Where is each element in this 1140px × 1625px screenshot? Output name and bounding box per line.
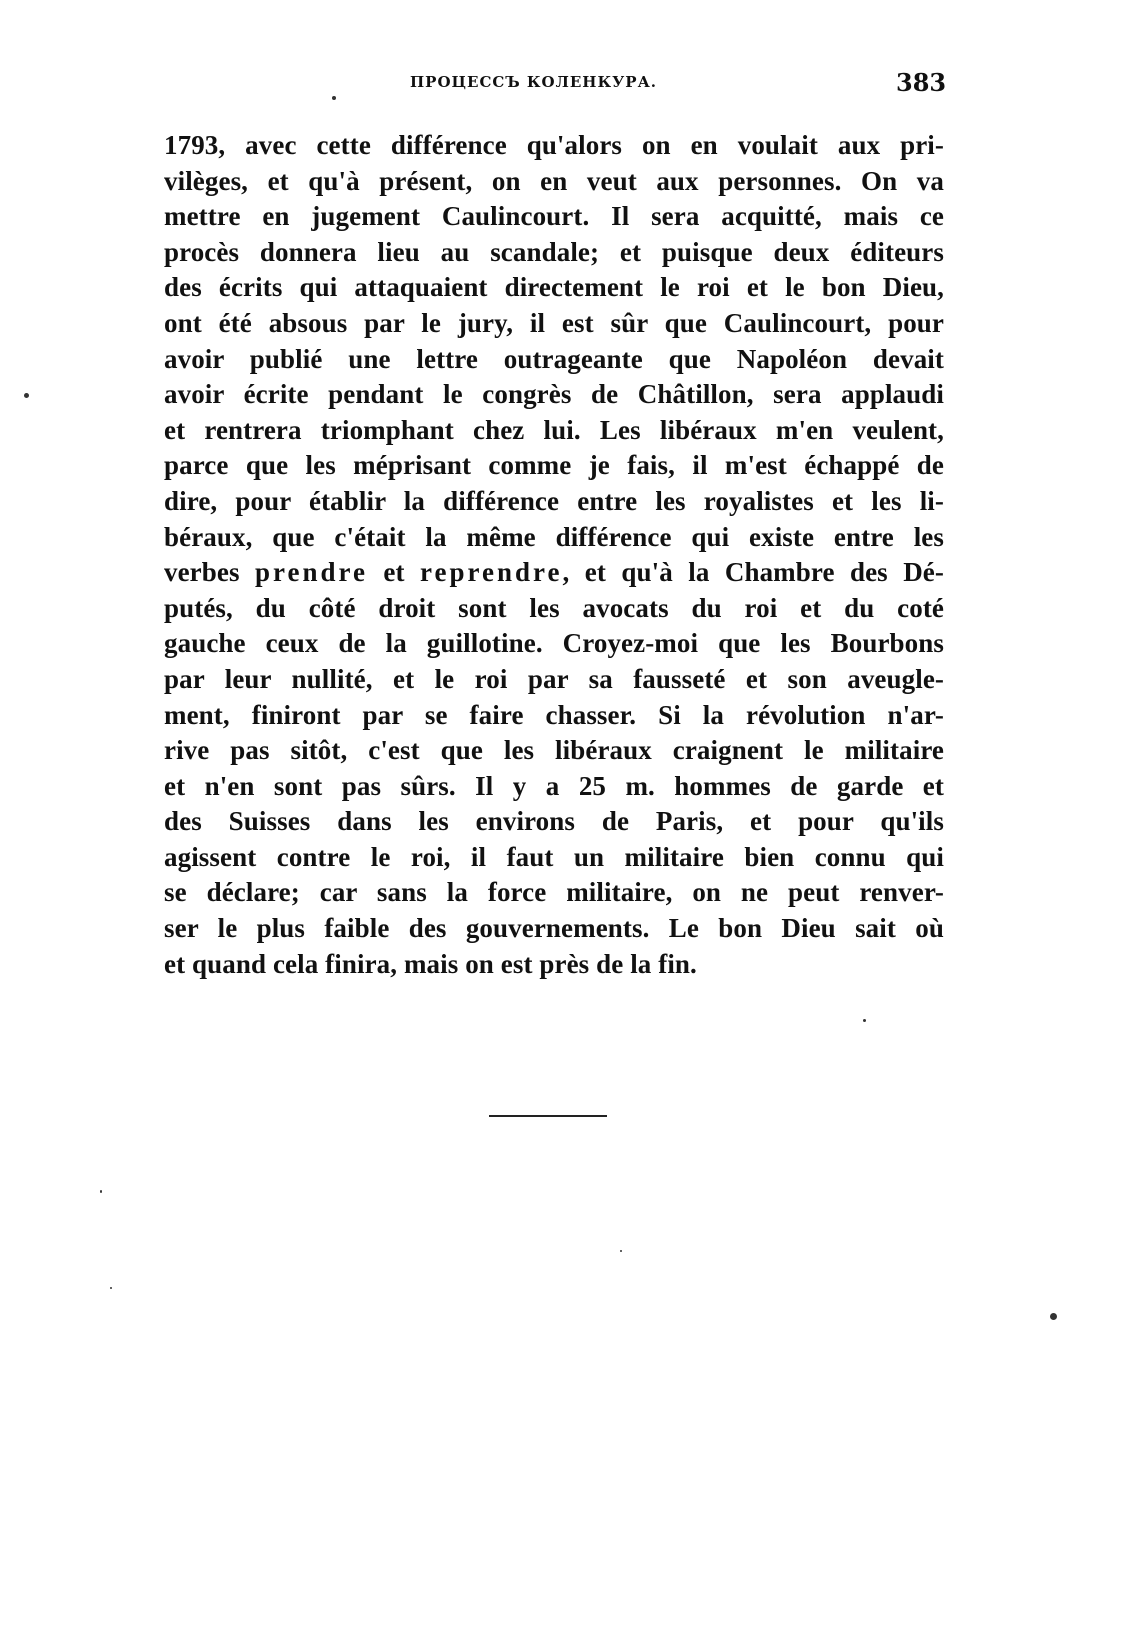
text-line: ont été absous par le jury, il est sûr que Caulincourt, pour (164, 307, 944, 338)
text-line: procès donnera lieu au scandale; et puisque deux éditeurs (164, 236, 944, 267)
text-line: béraux, que c'était la même différence qui existe entre les (164, 521, 944, 552)
scan-speck (863, 1019, 866, 1022)
text-fragment: et (368, 557, 421, 588)
text-line: 1793, avec cette différence qu'alors on en voulait aux pri- (164, 130, 944, 160)
page-number: 383 (896, 68, 947, 97)
text-line: et n'en sont pas sûrs. Il y a 25 m. hommes de garde et (164, 770, 944, 801)
running-head: ПРОЦЕССЪ КОЛЕНКУРА. (410, 73, 658, 91)
scan-speck (1050, 1313, 1057, 1320)
text-line-spaced (164, 555, 944, 591)
separator-rule (489, 1115, 607, 1117)
text-line: avoir publié une lettre outrageante que Napoléon devait (164, 343, 944, 374)
scan-speck (620, 1250, 622, 1252)
body-text (164, 128, 944, 982)
text-line: vilèges, et qu'à présent, on en veut aux personnes. On va (164, 165, 944, 196)
text-line: se déclare; car sans la force militaire, on ne peut renver- (164, 877, 944, 908)
text-line: avoir écrite pendant le congrès de Châtillon, sera applaudi (164, 379, 944, 410)
text-line: putés, du côté droit sont les avocats du roi et du coté (164, 592, 944, 623)
scan-speck (110, 1287, 112, 1289)
text-line: dire, pour établir la différence entre les royalistes et les li- (164, 485, 944, 516)
emphasis-word: prendre (255, 557, 369, 588)
text-fragment: verbes (164, 557, 255, 588)
scan-speck (24, 393, 29, 398)
text-line-last: et quand cela finira, mais on est près de la fin. (164, 948, 697, 979)
text-line: parce que les méprisant comme je fais, il m'est échappé de (164, 450, 944, 481)
text-line: par leur nullité, et le roi par sa fausseté et son aveugle- (164, 663, 944, 694)
text-line: ser le plus faible des gouvernements. Le bon Dieu sait où (164, 913, 944, 944)
text-line: des Suisses dans les environs de Paris, et pour qu'ils (164, 806, 944, 837)
scan-speck (332, 96, 336, 100)
text-line: rive pas sitôt, c'est que les libéraux craignent le militaire (164, 735, 944, 766)
scan-speck (100, 1190, 102, 1193)
text-fragment: , et qu'à la Chambre des Dé- (562, 557, 944, 588)
text-line: des écrits qui attaquaient directement le roi et le bon Dieu, (164, 272, 944, 303)
text-line: gauche ceux de la guillotine. Croyez-moi que les Bourbons (164, 628, 944, 659)
text-line: agissent contre le roi, il faut un militaire bien connu qui (164, 841, 944, 872)
emphasis-word: reprendre (420, 557, 563, 588)
text-line: mettre en jugement Caulincourt. Il sera acquitté, mais ce (164, 201, 944, 232)
text-line: ment, finiront par se faire chasser. Si la révolution n'ar- (164, 699, 944, 730)
text-line: et rentrera triomphant chez lui. Les libéraux m'en veulent, (164, 414, 944, 445)
